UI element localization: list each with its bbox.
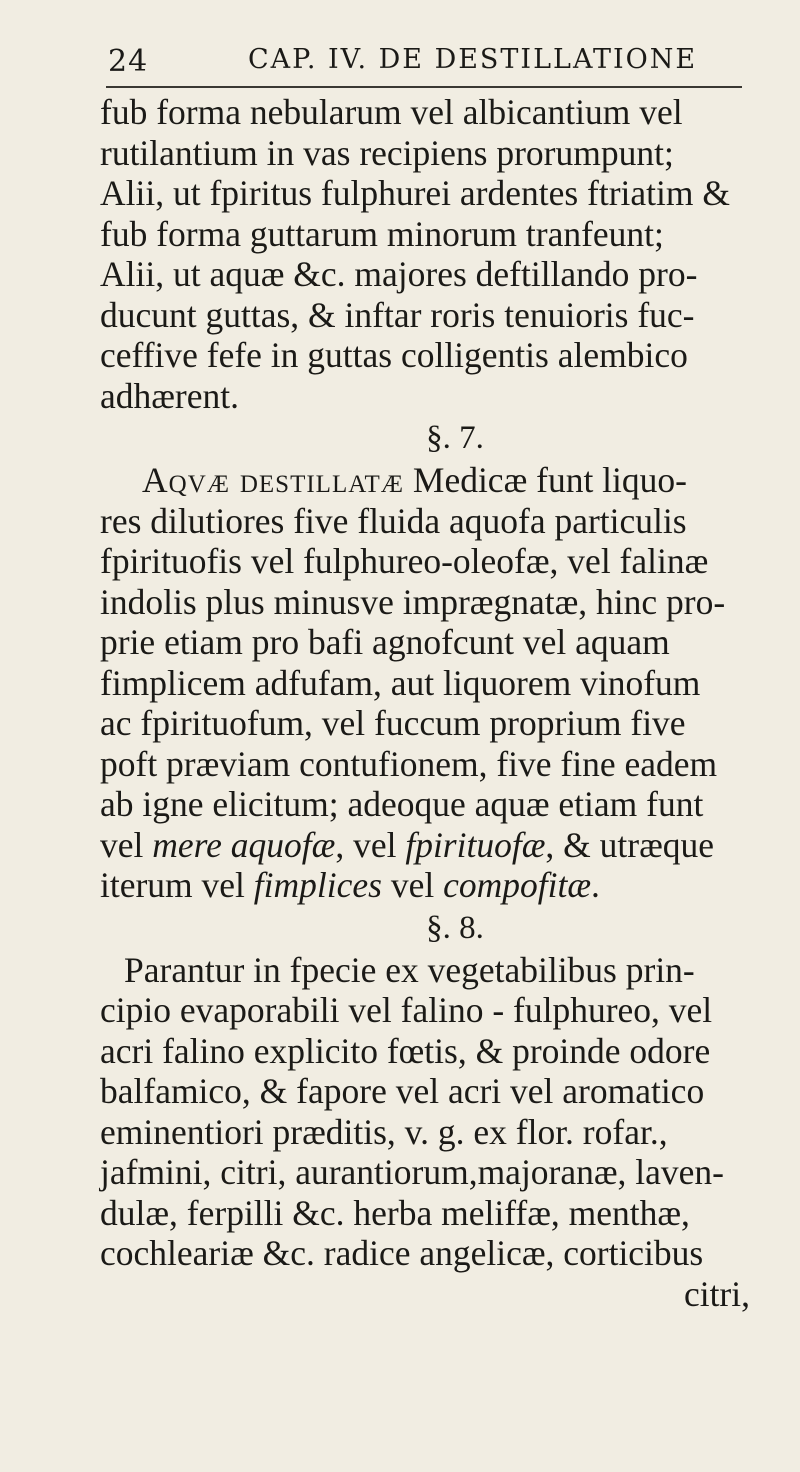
italic-term: compofitæ <box>443 865 592 905</box>
text-run: , & utræque <box>545 824 714 865</box>
italic-term: fimplices <box>253 865 382 905</box>
text-line <box>100 865 790 906</box>
text-line: rutilantium in vas recipiens prorumpunt; <box>100 132 674 173</box>
text-line: Alii, ut fpiritus fulphurei ardentes ftriatim & <box>100 173 730 213</box>
text-line: jafmini, citri, aurantiorum,majoranæ, laven- <box>100 1152 725 1192</box>
catchword: citri, <box>683 1273 750 1314</box>
header-rule <box>106 86 742 88</box>
section-heading-7: §. 7. <box>426 420 484 456</box>
text-line: prie etiam pro bafi agnofcunt vel aquam <box>100 622 670 662</box>
text-line: balfamico, & fapore vel acri vel aromatico <box>100 1071 705 1111</box>
text-line: ac fpirituofum, vel fuccum proprium five <box>100 703 686 743</box>
text-run: Medicæ funt liquo- <box>404 460 687 500</box>
text-run: . <box>591 865 600 905</box>
text-run: , vel <box>335 824 406 865</box>
page-number: 24 <box>108 44 149 79</box>
text-line: ab igne elicitum; adeoque aquæ etiam funt <box>100 784 704 824</box>
text-line: ducunt guttas, & inftar roris tenuioris fuc- <box>100 294 695 335</box>
text-line: dulæ, ferpilli &c. herba meliffæ, menthæ, <box>100 1192 690 1233</box>
text-line: eminentiori præditis, v. g. ex flor. rofar., <box>100 1111 668 1152</box>
text-line: fpirituofis vel fulphureo-oleofæ, vel falinæ <box>100 541 709 581</box>
text-line: poft præviam contufionem, five fine eadem <box>100 743 718 784</box>
section-heading-8: §. 8. <box>426 909 484 946</box>
text-run: iterum vel <box>100 865 254 905</box>
text-line: cochleariæ &c. radice angelicæ, corticibus <box>100 1233 704 1273</box>
paragraph-2 <box>100 460 790 906</box>
page-header <box>48 34 772 86</box>
text-run: vel <box>381 865 444 905</box>
text-run: vel <box>100 824 153 865</box>
text-line: acri falino explicito fœtis, & proinde odore <box>100 1030 711 1071</box>
text-line: Alii, ut aquæ &c. majores deftillando pro- <box>100 254 698 294</box>
paragraph-1 <box>100 92 790 416</box>
italic-term: fpirituofæ <box>405 824 546 865</box>
text-line: fub forma guttarum minorum tranfeunt; <box>100 213 664 254</box>
lead-smallcaps: Aqvæ destillatæ <box>142 460 404 500</box>
running-title: CAP. IV. DE DESTILLATIONE <box>248 44 698 75</box>
text-line <box>100 460 790 501</box>
body-text <box>100 92 790 1314</box>
text-line: cipio evaporabili vel falino - fulphureo, vel <box>100 990 713 1030</box>
paragraph-3 <box>100 950 790 1315</box>
italic-term: mere aquofæ <box>152 824 336 865</box>
text-line: ceffive fefe in guttas colligentis alembico <box>100 335 688 375</box>
text-line: Parantur in fpecie ex vegetabilibus prin- <box>124 949 695 990</box>
text-line: fub forma nebularum vel albicantium vel <box>100 92 683 132</box>
text-line: fimplicem adfufam, aut liquorem vinofum <box>100 662 701 703</box>
text-line: res dilutiores five fluida aquofa particulis <box>100 500 687 541</box>
text-line: indolis plus minusve imprægnatæ, hinc pro- <box>100 581 726 622</box>
text-line: adhærent. <box>100 375 240 416</box>
text-line <box>100 825 790 866</box>
